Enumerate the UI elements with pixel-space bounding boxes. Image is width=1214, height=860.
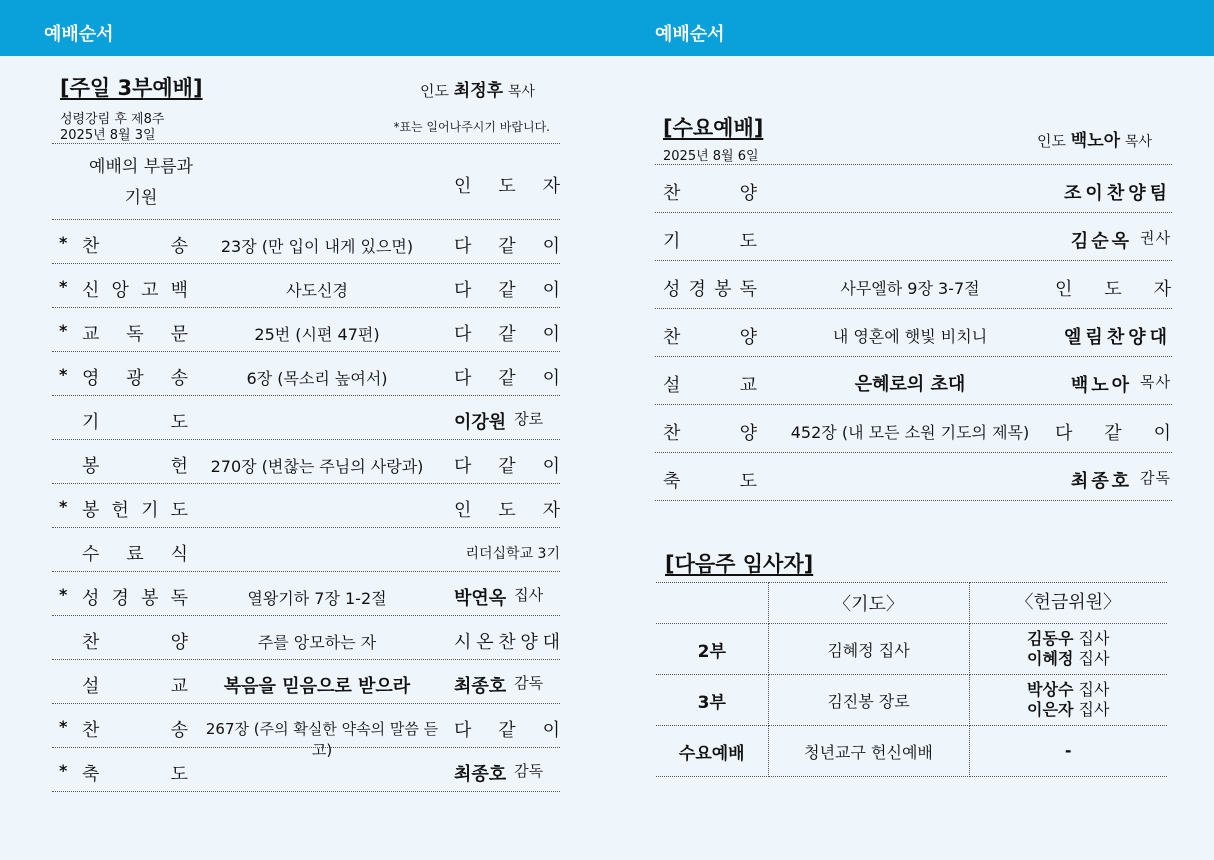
order-label xyxy=(82,540,188,566)
order-row xyxy=(655,261,1172,309)
label-char: 독 xyxy=(126,324,144,345)
leader-char: 같 xyxy=(498,280,516,301)
table-row xyxy=(656,624,1167,675)
order-content: 23장 (만 입이 내게 있으면) xyxy=(220,237,414,256)
next-week-table xyxy=(656,582,1167,777)
order-row xyxy=(52,528,560,572)
label-char: 양 xyxy=(739,423,757,444)
label-char: 신 xyxy=(82,280,100,301)
order-row xyxy=(52,660,560,704)
offering-person xyxy=(970,741,1168,761)
label-char: 독 xyxy=(739,279,757,300)
wednesday-title: [수요예배] xyxy=(663,116,764,140)
label-char: 기 xyxy=(141,500,159,521)
order-label xyxy=(82,232,188,258)
leader-char: 이 xyxy=(542,368,560,389)
order-leader: 리더십학교 3기 xyxy=(465,546,560,562)
leader-char: 찬 xyxy=(498,632,516,653)
label-char: 성 xyxy=(663,279,681,300)
order-label: 예배의 부름과 기원 xyxy=(89,157,193,208)
order-leader xyxy=(454,672,560,698)
order-leader xyxy=(1055,275,1171,301)
order-content: 270장 (변찮는 주님의 사랑과) xyxy=(210,457,424,476)
order-leader: 조이찬양팀 xyxy=(1064,183,1171,204)
top-banner xyxy=(0,0,1214,56)
order-row xyxy=(52,264,560,308)
standing-mark: * xyxy=(59,321,68,340)
leader-char: 도 xyxy=(498,500,516,521)
order-leader xyxy=(1055,371,1171,397)
prayer-cell: 김혜정 집사 xyxy=(768,624,969,675)
order-content: 25번 (시편 47편) xyxy=(254,325,380,344)
label-char: 축 xyxy=(82,764,100,785)
order-leader: 엘림찬양대 xyxy=(1064,327,1171,348)
label-char: 찬 xyxy=(82,236,100,257)
prayer-cell: 청년교구 헌신예배 xyxy=(768,726,969,777)
next-week-title: [다음주 임사자] xyxy=(665,552,814,576)
label-char: 설 xyxy=(82,676,100,697)
leader-char: 양 xyxy=(520,632,538,653)
offering-title: 집사 xyxy=(1078,700,1110,719)
order-label xyxy=(82,496,188,522)
sunday-header xyxy=(52,72,560,102)
wednesday-date: 2025년 8월 6일 xyxy=(663,149,759,164)
standing-mark: * xyxy=(59,497,68,516)
label-char: 문 xyxy=(170,324,188,345)
order-label xyxy=(82,760,188,786)
leader-name: 김순옥 xyxy=(1070,231,1133,252)
table-header xyxy=(656,583,768,624)
leader-name: 백노아 xyxy=(1070,131,1121,151)
sunday-leader xyxy=(420,76,535,101)
leader-name: 최종호 xyxy=(454,676,507,697)
label-char: 경 xyxy=(111,588,129,609)
leader-name: 최종호 xyxy=(1070,471,1133,492)
order-leader xyxy=(454,760,560,786)
order-leader xyxy=(454,584,560,610)
label-char: 봉 xyxy=(82,500,100,521)
leader-char: 같 xyxy=(498,324,516,345)
order-label xyxy=(82,320,188,346)
order-row xyxy=(52,220,560,264)
leader-name: 백노아 xyxy=(1070,375,1133,396)
standing-note: *표는 일어나주시기 바랍니다. xyxy=(393,120,550,134)
label-char: 양 xyxy=(739,183,757,204)
order-row xyxy=(655,357,1172,405)
order-leader xyxy=(454,232,560,258)
label-char: 독 xyxy=(170,588,188,609)
leader-char: 이 xyxy=(542,720,560,741)
order-leader xyxy=(454,364,560,390)
order-label xyxy=(663,275,757,301)
label-char: 송 xyxy=(170,236,188,257)
offering-person xyxy=(970,649,1168,669)
leader-char: 자 xyxy=(542,176,560,197)
leader-title: 장로 xyxy=(514,410,544,428)
leader-char: 다 xyxy=(454,368,472,389)
leader-char: 이 xyxy=(542,324,560,345)
leader-char: 인 xyxy=(454,500,472,521)
leader-title: 목사 xyxy=(507,84,535,100)
leader-char: 같 xyxy=(498,456,516,477)
service-cell: 2부 xyxy=(656,624,768,675)
offering-name: 이은자 xyxy=(1027,700,1074,719)
sunday-week: 성령강림 후 제8주 xyxy=(60,112,165,127)
leader-char: 온 xyxy=(476,632,494,653)
leader-title: 감독 xyxy=(514,674,544,692)
leader-name: 이강원 xyxy=(454,412,507,433)
label-char: 도 xyxy=(170,412,188,433)
label-char: 양 xyxy=(739,327,757,348)
leader-name: 최종호 xyxy=(454,764,507,785)
label-char: 백 xyxy=(170,280,188,301)
leader-char: 이 xyxy=(542,456,560,477)
right-header: 예배순서 xyxy=(655,24,725,45)
order-label xyxy=(82,672,188,698)
standing-mark: * xyxy=(59,233,68,252)
label-char: 찬 xyxy=(663,327,681,348)
label-char: 수 xyxy=(82,544,100,565)
order-row xyxy=(52,748,560,792)
label-char: 성 xyxy=(82,588,100,609)
leader-char: 다 xyxy=(454,280,472,301)
order-row xyxy=(655,309,1172,357)
leader-char: 다 xyxy=(454,456,472,477)
offering-person xyxy=(970,680,1168,700)
order-row xyxy=(52,352,560,396)
order-content: 은혜로의 초대 xyxy=(854,374,966,395)
leader-title: 권사 xyxy=(1140,229,1171,247)
order-content: 267장 (주의 확실한 약속의 말씀 듣고) xyxy=(205,720,439,759)
standing-mark: * xyxy=(59,585,68,604)
label-char: 식 xyxy=(170,544,188,565)
sunday-date: 2025년 8월 3일 xyxy=(60,128,156,143)
order-row xyxy=(52,440,560,484)
offering-cell xyxy=(969,675,1167,726)
label-char: 교 xyxy=(739,375,757,396)
standing-mark: * xyxy=(59,365,68,384)
leader-char: 시 xyxy=(454,632,472,653)
order-row xyxy=(655,165,1172,213)
order-label xyxy=(82,584,188,610)
label-char: 찬 xyxy=(663,183,681,204)
leader-char: 같 xyxy=(498,368,516,389)
wednesday-service-panel xyxy=(655,112,1172,501)
offering-cell xyxy=(969,624,1167,675)
order-label xyxy=(663,179,757,205)
offering-name: 김동우 xyxy=(1027,629,1074,648)
sunday-subheader xyxy=(52,102,560,144)
order-content: 6장 (목소리 높여서) xyxy=(246,369,388,388)
leader-char: 이 xyxy=(1153,423,1171,444)
standing-mark: * xyxy=(59,277,68,296)
offering-person xyxy=(970,629,1168,649)
sunday-title: [주일 3부예배] xyxy=(60,76,203,100)
standing-mark: * xyxy=(59,717,68,736)
order-leader xyxy=(454,716,560,742)
offering-name: 박상수 xyxy=(1027,680,1074,699)
leader-prefix: 인도 xyxy=(1037,132,1066,150)
leader-char: 인 xyxy=(454,176,472,197)
label-char: 송 xyxy=(170,720,188,741)
left-header: 예배순서 xyxy=(44,24,114,45)
leader-char: 인 xyxy=(1055,279,1073,300)
leader-char: 다 xyxy=(454,720,472,741)
service-cell: 3부 xyxy=(656,675,768,726)
order-row xyxy=(52,144,560,220)
leader-char: 이 xyxy=(542,280,560,301)
order-leader xyxy=(1055,227,1171,253)
label-char: 찬 xyxy=(663,423,681,444)
order-row xyxy=(655,453,1172,501)
label-char: 경 xyxy=(688,279,706,300)
order-label xyxy=(663,467,757,493)
label-char: 설 xyxy=(663,375,681,396)
wednesday-leader xyxy=(1037,126,1152,151)
label-char: 앙 xyxy=(111,280,129,301)
leader-title: 집사 xyxy=(514,586,544,604)
order-row xyxy=(52,484,560,528)
table-header: 〈기도〉 xyxy=(768,583,969,624)
standing-mark: * xyxy=(59,761,68,780)
order-label xyxy=(82,408,188,434)
leader-char: 이 xyxy=(542,236,560,257)
label-char: 교 xyxy=(82,324,100,345)
order-content: 열왕기하 7장 1-2절 xyxy=(247,589,387,608)
prayer-cell: 김진봉 장로 xyxy=(768,675,969,726)
table-header: 〈헌금위원〉 xyxy=(969,583,1167,624)
order-content: 사무엘하 9장 3-7절 xyxy=(840,279,980,298)
leader-char: 같 xyxy=(498,236,516,257)
label-char: 료 xyxy=(126,544,144,565)
leader-title: 목사 xyxy=(1124,134,1152,150)
label-char: 찬 xyxy=(82,720,100,741)
order-label xyxy=(82,452,188,478)
offering-person xyxy=(970,700,1168,720)
label-char: 기 xyxy=(82,412,100,433)
sunday-order-list xyxy=(52,144,560,792)
order-row xyxy=(655,213,1172,261)
order-row xyxy=(52,572,560,616)
order-leader xyxy=(454,452,560,478)
order-content: 사도신경 xyxy=(286,281,348,300)
order-label xyxy=(82,628,188,654)
order-content: 주를 앙모하는 자 xyxy=(257,633,377,652)
label-char: 기 xyxy=(663,231,681,252)
order-leader xyxy=(454,628,560,654)
label-char: 찬 xyxy=(82,632,100,653)
leader-char: 다 xyxy=(454,236,472,257)
order-row xyxy=(52,704,560,759)
label-char: 봉 xyxy=(141,588,159,609)
order-label xyxy=(663,227,757,253)
order-label xyxy=(82,276,188,302)
leader-char: 다 xyxy=(1055,423,1073,444)
leader-char: 대 xyxy=(542,632,560,653)
order-label xyxy=(82,716,188,742)
leader-title: 감독 xyxy=(514,762,544,780)
offering-name: 이혜정 xyxy=(1027,649,1074,668)
label-char: 도 xyxy=(739,471,757,492)
order-leader xyxy=(454,172,560,198)
label-char: 도 xyxy=(739,231,757,252)
label-char: 도 xyxy=(170,500,188,521)
offering-title: 집사 xyxy=(1078,680,1110,699)
leader-char: 같 xyxy=(498,720,516,741)
offering-cell xyxy=(969,726,1167,777)
order-leader xyxy=(454,276,560,302)
order-content: 내 영혼에 햇빛 비치니 xyxy=(832,327,988,346)
order-leader xyxy=(1055,467,1171,493)
leader-name: 최정후 xyxy=(453,81,504,101)
order-leader xyxy=(454,496,560,522)
sunday-service-panel xyxy=(52,72,560,792)
label-char: 송 xyxy=(170,368,188,389)
table-row xyxy=(656,726,1167,777)
table-header-row xyxy=(656,583,1167,624)
offering-title: 집사 xyxy=(1078,649,1110,668)
order-label xyxy=(663,371,757,397)
label-char: 광 xyxy=(126,368,144,389)
offering-name: - xyxy=(1064,741,1072,760)
label-char: 헌 xyxy=(170,456,188,477)
label-char: 헌 xyxy=(111,500,129,521)
leader-char: 자 xyxy=(542,500,560,521)
order-row xyxy=(52,616,560,660)
label-char: 봉 xyxy=(82,456,100,477)
order-label xyxy=(663,323,757,349)
leader-name: 박연옥 xyxy=(454,588,507,609)
label-char: 봉 xyxy=(714,279,732,300)
leader-title: 목사 xyxy=(1140,373,1171,391)
order-row xyxy=(52,308,560,352)
order-row xyxy=(52,396,560,440)
label-char: 고 xyxy=(141,280,159,301)
leader-title: 감독 xyxy=(1140,469,1171,487)
offering-title: 집사 xyxy=(1078,629,1110,648)
label-char: 영 xyxy=(82,368,100,389)
order-leader xyxy=(454,320,560,346)
label-char: 교 xyxy=(170,676,188,697)
order-content: 복음을 믿음으로 받으라 xyxy=(223,676,411,697)
leader-char: 다 xyxy=(454,324,472,345)
order-content: 452장 (내 모든 소원 기도의 제목) xyxy=(790,423,1030,442)
order-leader xyxy=(454,408,560,434)
label-char: 양 xyxy=(170,632,188,653)
label-char: 축 xyxy=(663,471,681,492)
leader-char: 자 xyxy=(1153,279,1171,300)
order-leader xyxy=(1055,419,1171,445)
leader-char: 도 xyxy=(498,176,516,197)
leader-prefix: 인도 xyxy=(420,82,449,100)
service-cell: 수요예배 xyxy=(656,726,768,777)
leader-char: 도 xyxy=(1104,279,1122,300)
table-row xyxy=(656,675,1167,726)
wednesday-header xyxy=(655,112,1172,165)
label-char: 도 xyxy=(170,764,188,785)
order-label xyxy=(663,419,757,445)
order-label xyxy=(82,364,188,390)
leader-char: 같 xyxy=(1104,423,1122,444)
wednesday-order-list xyxy=(655,165,1172,501)
order-row xyxy=(655,405,1172,453)
